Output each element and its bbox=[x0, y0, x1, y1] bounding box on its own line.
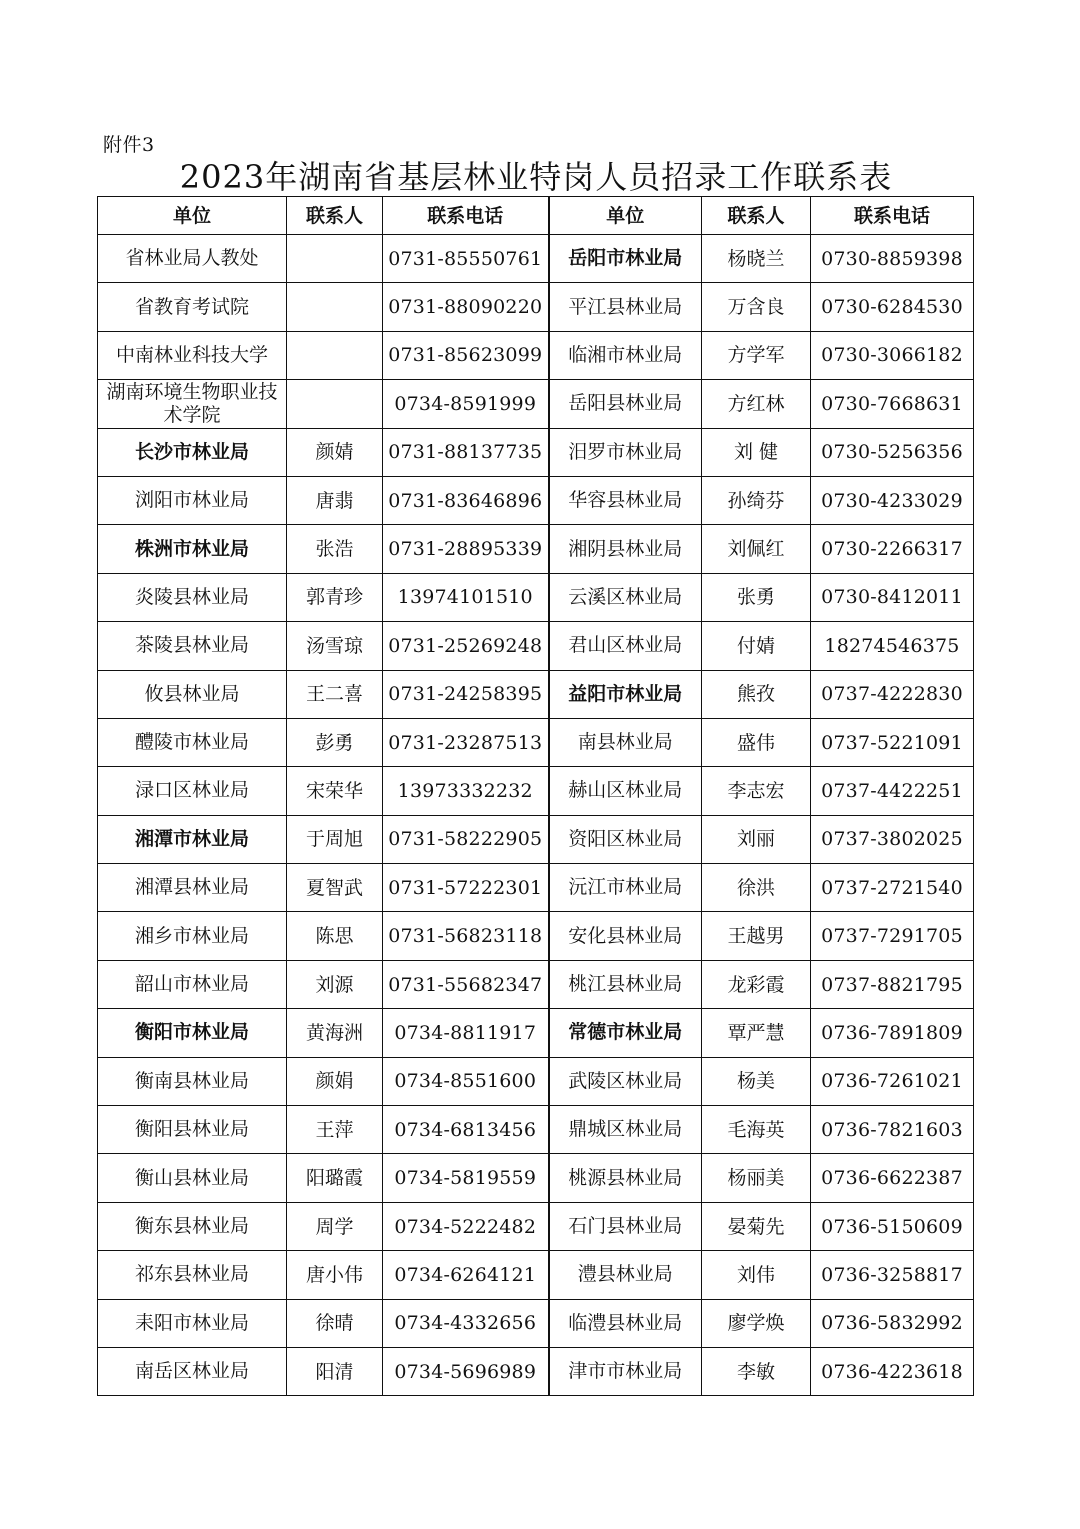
table-row bbox=[98, 622, 974, 670]
unit-cell: 韶山市林业局 bbox=[98, 960, 287, 1008]
phone-cell: 0731-83646896 bbox=[383, 476, 549, 524]
phone-cell: 0730-8859398 bbox=[811, 235, 974, 283]
table-row bbox=[98, 670, 974, 718]
phone-cell: 0731-85623099 bbox=[383, 331, 549, 379]
phone-cell: 0734-5819559 bbox=[383, 1154, 549, 1202]
header-contact: 联系人 bbox=[287, 197, 383, 235]
contact-cell: 毛海英 bbox=[702, 1106, 811, 1154]
unit-cell: 衡南县林业局 bbox=[98, 1057, 287, 1105]
contact-cell: 刘丽 bbox=[702, 815, 811, 863]
phone-cell: 13973332232 bbox=[383, 767, 549, 815]
unit-cell: 中南林业科技大学 bbox=[98, 331, 287, 379]
unit-cell: 湘乡市林业局 bbox=[98, 912, 287, 960]
phone-cell: 0734-5222482 bbox=[383, 1202, 549, 1250]
unit-cell: 鼎城区林业局 bbox=[549, 1106, 702, 1154]
phone-cell: 0736-5832992 bbox=[811, 1299, 974, 1347]
unit-cell: 赫山区林业局 bbox=[549, 767, 702, 815]
table-row bbox=[98, 476, 974, 524]
contact-cell: 周学 bbox=[287, 1202, 383, 1250]
phone-cell: 0730-6284530 bbox=[811, 283, 974, 331]
unit-cell: 衡阳县林业局 bbox=[98, 1106, 287, 1154]
unit-cell: 沅江市林业局 bbox=[549, 864, 702, 912]
header-contact: 联系人 bbox=[702, 197, 811, 235]
contact-cell: 张勇 bbox=[702, 573, 811, 621]
contact-cell: 张浩 bbox=[287, 525, 383, 573]
contact-cell: 唐翡 bbox=[287, 476, 383, 524]
phone-cell: 0731-55682347 bbox=[383, 960, 549, 1008]
unit-cell: 湖南环境生物职业技术学院 bbox=[98, 380, 287, 428]
contact-cell: 刘源 bbox=[287, 960, 383, 1008]
unit-cell: 桃源县林业局 bbox=[549, 1154, 702, 1202]
contact-cell: 覃严慧 bbox=[702, 1009, 811, 1057]
table-row bbox=[98, 1106, 974, 1154]
header-phone: 联系电话 bbox=[383, 197, 549, 235]
phone-cell: 0737-4422251 bbox=[811, 767, 974, 815]
phone-cell: 0737-7291705 bbox=[811, 912, 974, 960]
phone-cell: 0737-8821795 bbox=[811, 960, 974, 1008]
contact-cell: 王二喜 bbox=[287, 670, 383, 718]
unit-cell: 君山区林业局 bbox=[549, 622, 702, 670]
unit-cell: 省教育考试院 bbox=[98, 283, 287, 331]
unit-cell: 澧县林业局 bbox=[549, 1251, 702, 1299]
table-row bbox=[98, 1251, 974, 1299]
unit-cell: 南岳区林业局 bbox=[98, 1347, 287, 1395]
contact-cell: 王萍 bbox=[287, 1106, 383, 1154]
contact-cell: 杨丽美 bbox=[702, 1154, 811, 1202]
unit-cell: 湘阴县林业局 bbox=[549, 525, 702, 573]
table-row bbox=[98, 912, 974, 960]
table-row bbox=[98, 1299, 974, 1347]
unit-cell: 湘潭市林业局 bbox=[98, 815, 287, 863]
contact-cell: 孙绮芬 bbox=[702, 476, 811, 524]
table-header-row bbox=[98, 197, 974, 235]
unit-cell: 祁东县林业局 bbox=[98, 1251, 287, 1299]
unit-cell: 省林业局人教处 bbox=[98, 235, 287, 283]
header-phone: 联系电话 bbox=[811, 197, 974, 235]
unit-cell: 益阳市林业局 bbox=[549, 670, 702, 718]
contact-cell: 黄海洲 bbox=[287, 1009, 383, 1057]
contact-cell: 陈思 bbox=[287, 912, 383, 960]
contact-cell: 万含良 bbox=[702, 283, 811, 331]
contact-cell: 阳清 bbox=[287, 1347, 383, 1395]
unit-cell: 衡东县林业局 bbox=[98, 1202, 287, 1250]
phone-cell: 0730-3066182 bbox=[811, 331, 974, 379]
phone-cell: 0730-8412011 bbox=[811, 573, 974, 621]
unit-cell: 临湘市林业局 bbox=[549, 331, 702, 379]
phone-cell: 0730-4233029 bbox=[811, 476, 974, 524]
table-row bbox=[98, 1154, 974, 1202]
phone-cell: 0734-8551600 bbox=[383, 1057, 549, 1105]
unit-cell: 衡山县林业局 bbox=[98, 1154, 287, 1202]
table-row bbox=[98, 1009, 974, 1057]
table-row bbox=[98, 573, 974, 621]
header-unit: 单位 bbox=[98, 197, 287, 235]
unit-cell: 常德市林业局 bbox=[549, 1009, 702, 1057]
unit-cell: 炎陵县林业局 bbox=[98, 573, 287, 621]
unit-cell: 津市市林业局 bbox=[549, 1347, 702, 1395]
contact-cell: 夏智武 bbox=[287, 864, 383, 912]
contact-cell: 彭勇 bbox=[287, 718, 383, 766]
attachment-label: 附件3 bbox=[103, 134, 155, 156]
table-row bbox=[98, 718, 974, 766]
phone-cell: 18274546375 bbox=[811, 622, 974, 670]
contact-cell: 方红林 bbox=[702, 380, 811, 428]
contact-cell: 刘 健 bbox=[702, 428, 811, 476]
unit-cell: 南县林业局 bbox=[549, 718, 702, 766]
unit-cell: 汨罗市林业局 bbox=[549, 428, 702, 476]
table-row bbox=[98, 864, 974, 912]
unit-cell: 浏阳市林业局 bbox=[98, 476, 287, 524]
table-row bbox=[98, 380, 974, 428]
phone-cell: 0734-5696989 bbox=[383, 1347, 549, 1395]
table-row bbox=[98, 283, 974, 331]
phone-cell: 0734-6813456 bbox=[383, 1106, 549, 1154]
table-row bbox=[98, 767, 974, 815]
unit-cell: 华容县林业局 bbox=[549, 476, 702, 524]
contact-cell: 龙彩霞 bbox=[702, 960, 811, 1008]
contact-cell: 杨晓兰 bbox=[702, 235, 811, 283]
unit-cell: 岳阳市林业局 bbox=[549, 235, 702, 283]
contact-cell: 刘佩红 bbox=[702, 525, 811, 573]
unit-cell: 衡阳市林业局 bbox=[98, 1009, 287, 1057]
phone-cell: 0736-4223618 bbox=[811, 1347, 974, 1395]
phone-cell: 0734-8591999 bbox=[383, 380, 549, 428]
phone-cell: 0731-88137735 bbox=[383, 428, 549, 476]
unit-cell: 资阳区林业局 bbox=[549, 815, 702, 863]
phone-cell: 0731-58222905 bbox=[383, 815, 549, 863]
phone-cell: 0731-24258395 bbox=[383, 670, 549, 718]
unit-cell: 茶陵县林业局 bbox=[98, 622, 287, 670]
header-unit: 单位 bbox=[549, 197, 702, 235]
unit-cell: 耒阳市林业局 bbox=[98, 1299, 287, 1347]
contact-cell: 李敏 bbox=[702, 1347, 811, 1395]
table-row bbox=[98, 235, 974, 283]
contact-cell: 宋荣华 bbox=[287, 767, 383, 815]
phone-cell: 0736-5150609 bbox=[811, 1202, 974, 1250]
phone-cell: 0736-7261021 bbox=[811, 1057, 974, 1105]
unit-cell: 株洲市林业局 bbox=[98, 525, 287, 573]
table-row bbox=[98, 815, 974, 863]
contact-cell: 徐洪 bbox=[702, 864, 811, 912]
contact-cell: 阳璐霞 bbox=[287, 1154, 383, 1202]
contact-cell: 刘伟 bbox=[702, 1251, 811, 1299]
contact-cell: 徐晴 bbox=[287, 1299, 383, 1347]
contact-cell: 付婧 bbox=[702, 622, 811, 670]
phone-cell: 0736-7821603 bbox=[811, 1106, 974, 1154]
unit-cell: 攸县林业局 bbox=[98, 670, 287, 718]
contact-cell: 颜娟 bbox=[287, 1057, 383, 1105]
unit-cell: 云溪区林业局 bbox=[549, 573, 702, 621]
phone-cell: 0731-25269248 bbox=[383, 622, 549, 670]
unit-cell: 桃江县林业局 bbox=[549, 960, 702, 1008]
unit-cell: 平江县林业局 bbox=[549, 283, 702, 331]
table-row bbox=[98, 525, 974, 573]
phone-cell: 0737-5221091 bbox=[811, 718, 974, 766]
contact-cell: 颜婧 bbox=[287, 428, 383, 476]
unit-cell: 岳阳县林业局 bbox=[549, 380, 702, 428]
contact-cell bbox=[287, 331, 383, 379]
contact-cell: 王越男 bbox=[702, 912, 811, 960]
contact-cell: 唐小伟 bbox=[287, 1251, 383, 1299]
phone-cell: 0731-56823118 bbox=[383, 912, 549, 960]
phone-cell: 13974101510 bbox=[383, 573, 549, 621]
phone-cell: 0737-3802025 bbox=[811, 815, 974, 863]
table-row bbox=[98, 960, 974, 1008]
unit-cell: 安化县林业局 bbox=[549, 912, 702, 960]
contact-cell: 熊孜 bbox=[702, 670, 811, 718]
contact-cell: 汤雪琼 bbox=[287, 622, 383, 670]
contact-cell: 于周旭 bbox=[287, 815, 383, 863]
phone-cell: 0736-7891809 bbox=[811, 1009, 974, 1057]
phone-cell: 0734-6264121 bbox=[383, 1251, 549, 1299]
phone-cell: 0734-4332656 bbox=[383, 1299, 549, 1347]
table-row bbox=[98, 331, 974, 379]
contact-cell bbox=[287, 283, 383, 331]
contact-cell: 廖学焕 bbox=[702, 1299, 811, 1347]
phone-cell: 0731-85550761 bbox=[383, 235, 549, 283]
phone-cell: 0734-8811917 bbox=[383, 1009, 549, 1057]
table-row bbox=[98, 1347, 974, 1395]
table-row bbox=[98, 428, 974, 476]
phone-cell: 0731-23287513 bbox=[383, 718, 549, 766]
phone-cell: 0730-7668631 bbox=[811, 380, 974, 428]
contact-cell: 方学军 bbox=[702, 331, 811, 379]
unit-cell: 石门县林业局 bbox=[549, 1202, 702, 1250]
unit-cell: 临澧县林业局 bbox=[549, 1299, 702, 1347]
phone-cell: 0737-2721540 bbox=[811, 864, 974, 912]
contact-cell bbox=[287, 380, 383, 428]
phone-cell: 0736-6622387 bbox=[811, 1154, 974, 1202]
phone-cell: 0730-2266317 bbox=[811, 525, 974, 573]
table-row bbox=[98, 1202, 974, 1250]
unit-cell: 长沙市林业局 bbox=[98, 428, 287, 476]
contact-cell: 杨美 bbox=[702, 1057, 811, 1105]
document-title: 2023年湖南省基层林业特岗人员招录工作联系表 bbox=[179, 158, 893, 196]
unit-cell: 醴陵市林业局 bbox=[98, 718, 287, 766]
phone-cell: 0731-57222301 bbox=[383, 864, 549, 912]
unit-cell: 湘潭县林业局 bbox=[98, 864, 287, 912]
table-row bbox=[98, 1057, 974, 1105]
phone-cell: 0731-88090220 bbox=[383, 283, 549, 331]
contact-cell: 郭青珍 bbox=[287, 573, 383, 621]
phone-cell: 0731-28895339 bbox=[383, 525, 549, 573]
contact-cell: 晏菊先 bbox=[702, 1202, 811, 1250]
contact-cell: 李志宏 bbox=[702, 767, 811, 815]
phone-cell: 0730-5256356 bbox=[811, 428, 974, 476]
unit-cell: 渌口区林业局 bbox=[98, 767, 287, 815]
contact-cell bbox=[287, 235, 383, 283]
table-body bbox=[98, 235, 974, 1396]
contact-table bbox=[97, 196, 974, 1396]
unit-cell: 武陵区林业局 bbox=[549, 1057, 702, 1105]
contact-cell: 盛伟 bbox=[702, 718, 811, 766]
phone-cell: 0736-3258817 bbox=[811, 1251, 974, 1299]
phone-cell: 0737-4222830 bbox=[811, 670, 974, 718]
